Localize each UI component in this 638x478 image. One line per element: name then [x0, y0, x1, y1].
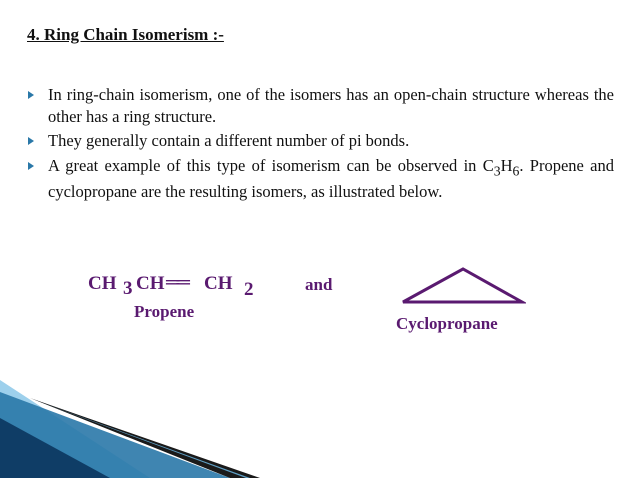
propene-ch-2: CH — [136, 273, 165, 294]
bullet-list — [27, 84, 614, 206]
double-bond: ══ — [166, 272, 187, 293]
bullet-text-before: A great example of this type of isomerism can be observed in C — [48, 155, 494, 175]
triangle-bullet-icon — [28, 162, 34, 170]
propene-ch-3: CH — [204, 273, 233, 294]
propene-subscript-3: 3 — [123, 278, 133, 299]
bullet-text: In ring-chain isomerism, one of the isomers has an open-chain structure whereas the other has a ring structure. — [48, 85, 614, 126]
and-label: and — [305, 275, 333, 294]
propene-ch-1: CH — [88, 273, 117, 294]
cyclopropane-triangle-icon — [400, 266, 526, 306]
propene-label: Propene — [134, 302, 195, 321]
subscript-3: 3 — [493, 162, 501, 178]
triangle-bullet-icon — [28, 91, 34, 99]
propene-subscript-2: 2 — [244, 279, 254, 300]
bullet-text: They generally contain a different number of pi bonds. — [48, 131, 410, 150]
slide-title: 4. Ring Chain Isomerism :- — [27, 25, 224, 44]
bullet-text-after: . Propene and cyclopropane are the resulting isomers, as illustrated below. — [48, 155, 614, 202]
bullet-item-example — [27, 155, 614, 203]
triangle-bullet-icon — [28, 137, 34, 145]
subscript-6: 6 — [512, 162, 520, 178]
bullet-item-ring-chain — [27, 84, 614, 127]
bullet-item-pi-bonds — [27, 130, 614, 152]
cyclopropane-label: Cyclopropane — [396, 314, 498, 333]
bullet-text-mid: H — [500, 155, 513, 175]
